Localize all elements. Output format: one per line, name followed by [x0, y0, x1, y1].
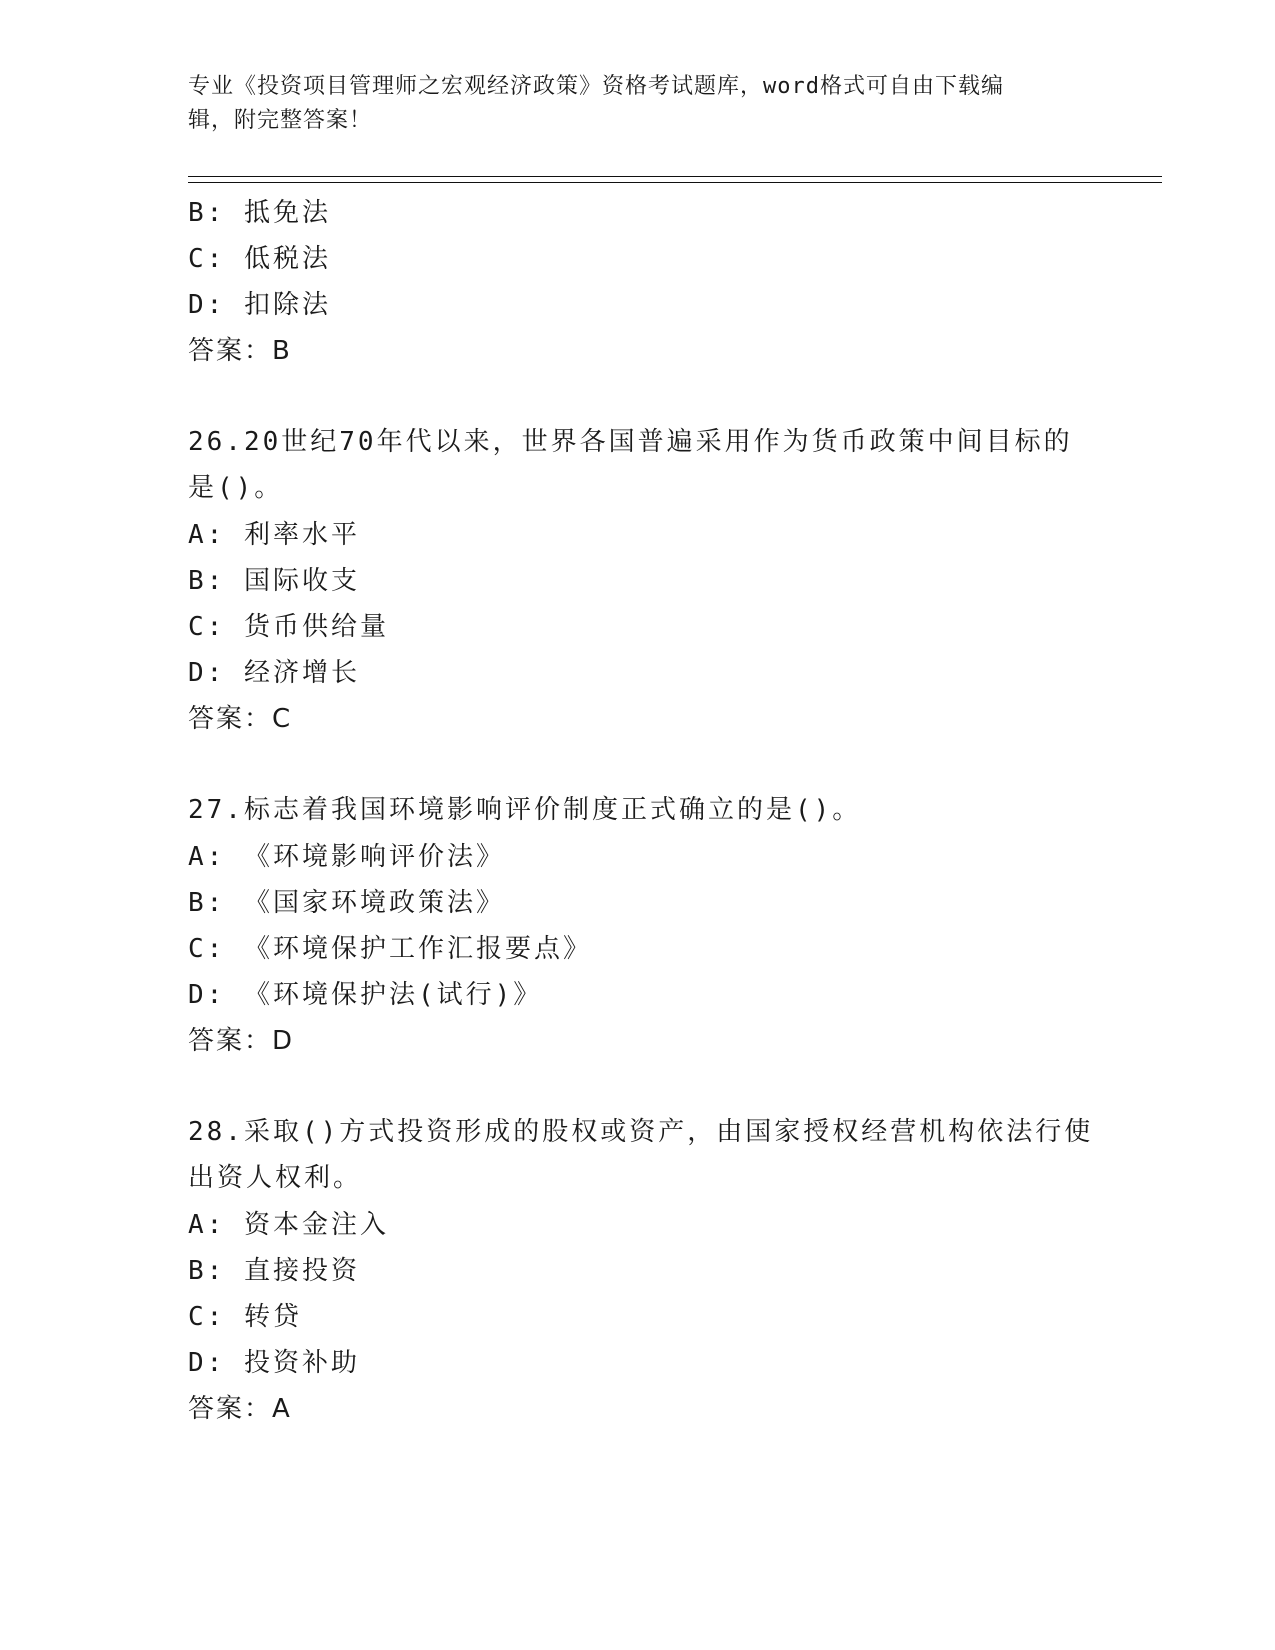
option-text: 《环境保护法(试行)》 [243, 980, 543, 1010]
option-letter: D: [188, 658, 226, 688]
option-letter: A: [188, 842, 226, 872]
option-text: 转贷 [243, 1302, 302, 1332]
answer: 答案：D [188, 1026, 295, 1056]
option-text: 低税法 [243, 244, 331, 274]
option-d [188, 1340, 1088, 1386]
question-stem-line: 27.标志着我国环境影响评价制度正式确立的是()。 [188, 795, 862, 825]
header-line-2: 辑，附完整答案！ [188, 108, 373, 133]
option-d [188, 650, 1088, 696]
option-b [188, 558, 1088, 604]
question-stem-line: 出资人权利。 [188, 1163, 363, 1193]
document-header [188, 70, 1068, 138]
option-text: 投资补助 [243, 1348, 360, 1378]
option-letter: D: [188, 980, 226, 1010]
answer: 答案：B [188, 336, 292, 366]
option-letter: D: [188, 1348, 226, 1378]
option-d [188, 282, 1088, 328]
option-letter: D: [188, 290, 226, 320]
option-letter: C: [188, 1302, 226, 1332]
option-a [188, 512, 1088, 558]
option-letter: B: [188, 888, 226, 918]
answer: 答案：C [188, 704, 293, 734]
option-a [188, 1202, 1088, 1248]
option-c [188, 604, 1088, 650]
option-text: 利率水平 [243, 520, 360, 550]
option-b [188, 190, 1088, 236]
option-c [188, 1294, 1088, 1340]
option-letter: C: [188, 934, 226, 964]
option-letter: C: [188, 612, 226, 642]
option-letter: B: [188, 566, 226, 596]
header-divider-top [188, 176, 1162, 177]
option-c [188, 926, 1088, 972]
option-b [188, 880, 1088, 926]
option-letter: A: [188, 520, 226, 550]
option-text: 《环境保护工作汇报要点》 [243, 934, 592, 964]
option-text: 扣除法 [243, 290, 331, 320]
question-27 [188, 788, 1088, 1064]
option-text: 货币供给量 [243, 612, 389, 642]
option-letter: B: [188, 198, 226, 228]
option-text: 《国家环境政策法》 [243, 888, 505, 918]
option-text: 经济增长 [243, 658, 360, 688]
option-text: 国际收支 [243, 566, 360, 596]
header-divider-bottom [188, 182, 1162, 183]
question-stem-line: 28.采取()方式投资形成的股权或资产，由国家授权经营机构依法行使 [188, 1117, 1094, 1147]
question-26 [188, 420, 1088, 742]
option-b [188, 1248, 1088, 1294]
option-text: 抵免法 [243, 198, 331, 228]
question-28 [188, 1110, 1094, 1432]
option-letter: A: [188, 1210, 226, 1240]
option-text: 直接投资 [243, 1256, 360, 1286]
option-text: 《环境影响评价法》 [243, 842, 505, 872]
option-d [188, 972, 1088, 1018]
option-letter: C: [188, 244, 226, 274]
question-stem-line: 是()。 [188, 473, 284, 503]
option-letter: B: [188, 1256, 226, 1286]
answer: 答案：A [188, 1394, 292, 1424]
option-c [188, 236, 1088, 282]
question-list [188, 190, 1094, 1432]
question-stem-line: 26.20世纪70年代以来，世界各国普遍采用作为货币政策中间目标的 [188, 427, 1073, 457]
option-text: 资本金注入 [243, 1210, 389, 1240]
header-line-1: 专业《投资项目管理师之宏观经济政策》资格考试题库，word格式可自由下载编 [188, 74, 1004, 99]
question-partial [188, 190, 1088, 374]
option-a [188, 834, 1088, 880]
